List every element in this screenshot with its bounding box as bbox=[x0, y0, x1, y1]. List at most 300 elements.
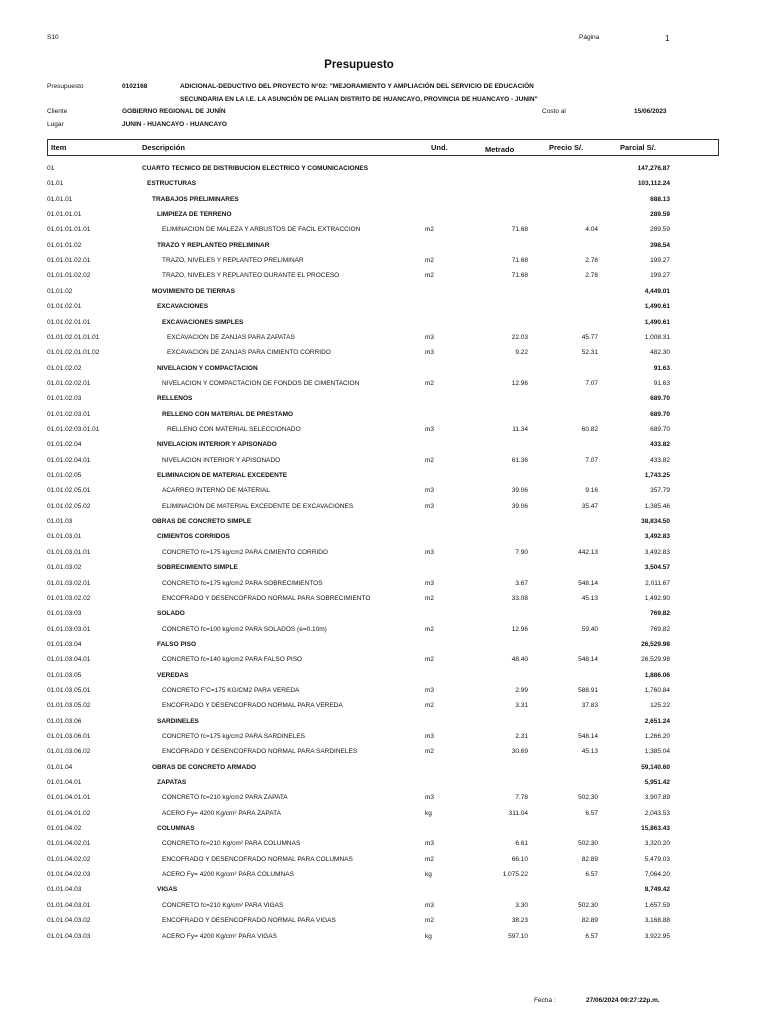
row-parcial: 1,385.04 bbox=[644, 748, 670, 756]
presupuesto-desc-line2: SECUNDARIA EN LA I.E. LA ASUNCIÓN DE PALIAN DISTRITO DE HUANCAYO, PROVINCIA DE HUANCAYO - JUNIN" bbox=[180, 96, 538, 103]
report-code: S10 bbox=[47, 34, 59, 41]
row-item-code: 01.01.03.06.01 bbox=[47, 732, 91, 740]
row-item-code: 01.01.02.02 bbox=[47, 364, 82, 372]
table-row bbox=[0, 257, 768, 271]
row-metrado: 22.03 bbox=[511, 333, 528, 341]
row-item-code: 01.01.03 bbox=[47, 518, 73, 525]
table-row bbox=[0, 764, 768, 778]
table-row bbox=[0, 165, 768, 179]
table-row bbox=[0, 272, 768, 286]
row-description: ENCOFRADO Y DESENCOFRADO NORMAL PARA VIGAS bbox=[162, 917, 336, 925]
row-parcial: 3,907.89 bbox=[644, 794, 670, 802]
row-item-code: 01.01.02.04 bbox=[47, 441, 82, 449]
row-item-code: 01.01.01.02 bbox=[47, 241, 82, 249]
table-row bbox=[0, 779, 768, 793]
row-unit: m2 bbox=[425, 917, 435, 925]
page-label: Página bbox=[579, 34, 600, 41]
row-description: ELIMINACION DE MATERIAL EXCEDENTE bbox=[157, 472, 288, 479]
col-descripcion: Descripción bbox=[142, 143, 185, 152]
table-row bbox=[0, 656, 768, 670]
row-description: ELIMINACION DE MATERIAL EXCEDENTE DE EXCAVACIONES bbox=[162, 502, 354, 510]
row-parcial: 3,168.88 bbox=[644, 917, 670, 925]
row-description: EXCAVACIONES bbox=[157, 303, 209, 311]
row-description: CONCRETO fc=140 kg/cm2 PARA FALSO PISO bbox=[162, 656, 303, 664]
row-item-code: 01.01.01.02.02 bbox=[47, 272, 91, 280]
table-row bbox=[0, 180, 768, 194]
table-row bbox=[0, 472, 768, 486]
table-row bbox=[0, 349, 768, 363]
row-unit: m2 bbox=[425, 594, 435, 602]
row-metrado: 7.78 bbox=[515, 794, 528, 802]
table-row bbox=[0, 487, 768, 501]
row-description: ACERO Fy= 4200 Kg/cm² PARA VIGAS bbox=[162, 932, 277, 940]
row-parcial: 8,749.42 bbox=[644, 886, 670, 894]
row-unit: m2 bbox=[425, 656, 435, 664]
table-row bbox=[0, 840, 768, 854]
row-item-code: 01.01.01 bbox=[47, 195, 73, 203]
table-row bbox=[0, 610, 768, 624]
row-description: LIMPIEZA DE TERRENO bbox=[157, 211, 232, 219]
row-item-code: 01.01.01.01.01 bbox=[47, 226, 91, 234]
row-item-code: 01.01.04.01.02 bbox=[47, 809, 91, 817]
row-metrado: 2.31 bbox=[515, 732, 528, 740]
row-item-code: 01.01.04.02.02 bbox=[47, 855, 91, 863]
row-item-code: 01.01.03.06.02 bbox=[47, 748, 91, 756]
table-row bbox=[0, 886, 768, 900]
cliente-value: GOBIERNO REGIONAL DE JUNÍN bbox=[122, 108, 226, 115]
col-metrado: Metrado bbox=[485, 145, 515, 154]
row-parcial: 1,492.90 bbox=[644, 594, 670, 602]
table-row bbox=[0, 503, 768, 517]
row-parcial: 357.79 bbox=[650, 487, 670, 495]
row-parcial: 103,112.24 bbox=[637, 180, 670, 188]
row-unit: m3 bbox=[425, 425, 435, 433]
row-parcial: 3,492.83 bbox=[644, 533, 670, 541]
row-metrado: 71.68 bbox=[511, 257, 528, 265]
row-item-code: 01.01.03.06 bbox=[47, 717, 82, 725]
row-precio: 6.57 bbox=[585, 809, 598, 817]
table-row bbox=[0, 733, 768, 747]
row-unit: m3 bbox=[425, 840, 435, 848]
row-item-code: 01.01.03.03 bbox=[47, 610, 82, 618]
row-parcial: 3,504.57 bbox=[644, 564, 670, 572]
row-parcial: 91.63 bbox=[653, 379, 670, 387]
row-item-code: 01.01.02.01.01.02 bbox=[47, 349, 100, 357]
costo-date: 15/06/2023 bbox=[634, 108, 667, 115]
row-description: OBRAS DE CONCRETO SIMPLE bbox=[152, 518, 252, 525]
row-unit: m2 bbox=[425, 702, 435, 710]
row-metrado: 48.40 bbox=[511, 656, 528, 664]
row-item-code: 01.01.03.05.02 bbox=[47, 702, 91, 710]
row-parcial: 199.27 bbox=[650, 257, 670, 265]
table-row bbox=[0, 748, 768, 762]
row-description: ACERO Fy= 4200 Kg/cm² PARA COLUMNAS bbox=[162, 871, 294, 879]
row-description: ELIMINACION DE MALEZA Y ARBUSTOS DE FACIL EXTRACCION bbox=[162, 226, 361, 234]
row-description: CONCRETO F'C=175 KG/CM2 PARA VEREDA bbox=[162, 686, 300, 694]
row-item-code: 01.01.03.04 bbox=[47, 640, 82, 648]
table-row bbox=[0, 426, 768, 440]
row-description: TRAZO, NIVELES Y REPLANTEO DURANTE EL PROCESO bbox=[162, 272, 340, 280]
table-row bbox=[0, 810, 768, 824]
row-precio: 60.82 bbox=[581, 425, 598, 433]
table-row bbox=[0, 856, 768, 870]
row-precio: 2.78 bbox=[585, 257, 598, 265]
row-description: CONCRETO fc=175 kg/cm2 PARA SOBRECIMIENTOS bbox=[162, 579, 323, 587]
table-row bbox=[0, 825, 768, 839]
table-row bbox=[0, 334, 768, 348]
row-parcial: 3,492.83 bbox=[644, 548, 670, 556]
row-description: RELLENOS bbox=[157, 395, 193, 403]
row-item-code: 01.01.02.05.02 bbox=[47, 502, 91, 510]
table-row bbox=[0, 917, 768, 931]
fecha-label: Fecha : bbox=[534, 997, 556, 1004]
row-metrado: 3.67 bbox=[515, 579, 528, 587]
row-item-code: 01.01.02.01.01.01 bbox=[47, 333, 100, 341]
row-item-code: 01.01.02.04.01 bbox=[47, 456, 91, 464]
costo-label: Costo al bbox=[542, 108, 566, 115]
row-metrado: 71.68 bbox=[511, 226, 528, 234]
row-item-code: 01.01 bbox=[47, 180, 64, 188]
row-parcial: 769.82 bbox=[650, 610, 670, 618]
row-precio: 45.13 bbox=[581, 594, 598, 602]
row-precio: 548.14 bbox=[578, 579, 598, 587]
row-description: COLUMNAS bbox=[157, 825, 195, 832]
table-row bbox=[0, 871, 768, 885]
row-precio: 6.57 bbox=[585, 871, 598, 879]
table-row bbox=[0, 196, 768, 210]
row-description: NIVELACION INTERIOR Y APISONADO bbox=[157, 441, 277, 449]
row-unit: m2 bbox=[425, 379, 435, 387]
row-parcial: 1,385.46 bbox=[644, 502, 670, 510]
row-description: CIMIENTOS CORRIDOS bbox=[157, 533, 230, 541]
document-title: Presupuesto bbox=[324, 59, 394, 71]
table-row bbox=[0, 595, 768, 609]
row-description: RELLENO CON MATERIAL SELECCIONADO bbox=[167, 425, 301, 433]
row-description: OBRAS DE CONCRETO ARMADO bbox=[152, 763, 257, 771]
table-row bbox=[0, 687, 768, 701]
row-description: ENCOFRADO Y DESENCOFRADO NORMAL PARA COLUMNAS bbox=[162, 855, 353, 863]
row-description: ENCOFRADO Y DESENCOFRADO NORMAL PARA SARDINELES bbox=[162, 748, 358, 756]
col-item: Item bbox=[51, 143, 67, 152]
row-item-code: 01.01.02 bbox=[47, 287, 73, 295]
row-parcial: 2,651.24 bbox=[644, 717, 670, 725]
row-precio: 9.16 bbox=[585, 487, 598, 495]
row-item-code: 01.01.04.01.01 bbox=[47, 794, 91, 802]
row-item-code: 01.01.03.01.01 bbox=[47, 548, 91, 556]
table-row bbox=[0, 564, 768, 578]
row-metrado: 11.34 bbox=[512, 425, 528, 433]
row-description: SOLADO bbox=[157, 610, 185, 618]
row-unit: kg bbox=[425, 871, 432, 879]
row-parcial: 26,529.98 bbox=[641, 656, 670, 664]
row-metrado: 66.10 bbox=[511, 855, 528, 863]
row-description: VIGAS bbox=[157, 886, 178, 894]
row-description: CONCRETO fc=210 kg/cm2 PARA ZAPATA bbox=[162, 794, 288, 802]
row-item-code: 01.01.02.01 bbox=[47, 303, 82, 311]
row-unit: m3 bbox=[425, 502, 435, 510]
cliente-label: Cliente bbox=[47, 108, 68, 115]
row-description: TRABAJOS PRELIMINARES bbox=[152, 195, 239, 203]
row-unit: kg bbox=[425, 809, 432, 817]
row-item-code: 01.01.02.02.01 bbox=[47, 379, 91, 387]
row-precio: 4.04 bbox=[585, 226, 598, 234]
row-unit: m3 bbox=[425, 579, 435, 587]
row-item-code: 01.01.02.03.01.01 bbox=[47, 425, 100, 433]
row-item-code: 01.01.04.02.03 bbox=[47, 871, 91, 879]
row-description: EXCAVACION DE ZANJAS PARA ZAPATAS bbox=[167, 333, 295, 341]
row-description: ESTRUCTURAS bbox=[147, 180, 197, 188]
row-parcial: 1,490.61 bbox=[644, 318, 670, 326]
table-row bbox=[0, 365, 768, 379]
table-row bbox=[0, 533, 768, 547]
table-row bbox=[0, 242, 768, 256]
row-unit: m3 bbox=[425, 333, 435, 341]
row-parcial: 433.82 bbox=[650, 456, 670, 464]
col-precio: Precio S/. bbox=[549, 143, 584, 152]
row-metrado: 1,075.22 bbox=[502, 871, 528, 879]
row-parcial: 688.13 bbox=[650, 195, 670, 203]
row-parcial: 482.30 bbox=[650, 349, 670, 357]
presupuesto-desc-line1: ADICIONAL-DEDUCTIVO DEL PROYECTO N°02: "MEJORAMIENTO Y AMPLIACIÓN DEL SERVICIO DE EDUCACIÓN bbox=[180, 83, 534, 90]
row-parcial: 3,922.95 bbox=[644, 932, 670, 940]
col-parcial: Parcial S/. bbox=[620, 143, 656, 152]
row-unit: m3 bbox=[425, 349, 435, 357]
row-parcial: 38,834.50 bbox=[641, 518, 670, 525]
row-metrado: 2.99 bbox=[515, 686, 528, 694]
row-item-code: 01.01.02.03.01 bbox=[47, 410, 91, 418]
row-description: CONCRETO fc=100 kg/cm2 PARA SOLADOS (e=0.10m) bbox=[162, 625, 327, 633]
row-item-code: 01.01.03.05 bbox=[47, 671, 82, 679]
row-description: EXCAVACIONES SIMPLES bbox=[162, 318, 244, 326]
row-parcial: 689.70 bbox=[650, 410, 670, 418]
row-description: NIVELACION Y COMPACTACION bbox=[157, 364, 258, 372]
row-description: EXCAVACION DE ZANJAS PARA CIMIENTO CORRIDO bbox=[167, 349, 331, 357]
row-description: VEREDAS bbox=[157, 671, 189, 679]
table-row bbox=[0, 380, 768, 394]
row-item-code: 01.01.03.02.01 bbox=[47, 579, 91, 587]
row-precio: 442.13 bbox=[578, 548, 598, 556]
row-parcial: 1,490.61 bbox=[644, 303, 670, 311]
row-parcial: 398.54 bbox=[650, 241, 670, 249]
row-precio: 45.77 bbox=[581, 333, 598, 341]
row-item-code: 01.01.03.02.02 bbox=[47, 594, 91, 602]
row-description: ACERO Fy= 4200 Kg/cm² PARA ZAPATA bbox=[162, 809, 281, 817]
row-description: NIVELACION Y COMPACTACION DE FONDOS DE CIMENTACION bbox=[162, 379, 360, 387]
row-parcial: 1,760.84 bbox=[644, 686, 670, 694]
row-precio: 502.30 bbox=[578, 840, 598, 848]
row-description: TRAZO Y REPLANTEO PRELIMINAR bbox=[157, 241, 270, 249]
row-parcial: 433.82 bbox=[650, 441, 670, 449]
table-row bbox=[0, 211, 768, 225]
row-unit: m2 bbox=[425, 272, 435, 280]
row-description: ZAPATAS bbox=[157, 779, 187, 786]
row-metrado: 597.10 bbox=[508, 932, 528, 940]
row-parcial: 2,011.67 bbox=[645, 579, 670, 587]
row-metrado: 39.06 bbox=[511, 487, 528, 495]
row-description: TRAZO, NIVELES Y REPLANTEO PRELIMINAR bbox=[162, 257, 304, 265]
row-parcial: 125.22 bbox=[650, 702, 670, 710]
table-row bbox=[0, 226, 768, 240]
row-item-code: 01.01.03.01 bbox=[47, 533, 82, 541]
table-row bbox=[0, 395, 768, 409]
page-number: 1 bbox=[665, 34, 670, 43]
row-precio: 45.13 bbox=[581, 748, 598, 756]
row-metrado: 3.31 bbox=[515, 702, 528, 710]
row-unit: m2 bbox=[425, 226, 435, 234]
row-parcial: 59,140.60 bbox=[641, 763, 670, 771]
row-description: MOVIMIENTO DE TIERRAS bbox=[152, 287, 235, 295]
row-metrado: 12.96 bbox=[511, 625, 528, 633]
row-precio: 548.14 bbox=[578, 656, 598, 664]
row-description: RELLENO CON MATERIAL DE PRESTAMO bbox=[162, 410, 294, 418]
row-item-code: 01.01.03.05.01 bbox=[47, 686, 91, 694]
row-description: CUARTO TECNICO DE DISTRIBUCION ELECTRICO Y COMUNICACIONES bbox=[142, 165, 369, 172]
table-row bbox=[0, 441, 768, 455]
row-precio: 2.78 bbox=[585, 272, 598, 280]
row-description: NIVELACION INTERIOR Y APISONADO bbox=[162, 456, 281, 464]
table-row bbox=[0, 702, 768, 716]
row-parcial: 2,043.53 bbox=[644, 809, 670, 817]
table-row bbox=[0, 641, 768, 655]
row-parcial: 289.59 bbox=[650, 211, 670, 219]
row-metrado: 71.68 bbox=[511, 272, 528, 280]
table-row bbox=[0, 288, 768, 302]
row-parcial: 289.59 bbox=[650, 226, 670, 234]
row-metrado: 12.96 bbox=[511, 379, 528, 387]
row-parcial: 199.27 bbox=[650, 272, 670, 280]
row-description: SOBRECIMIENTO SIMPLE bbox=[157, 564, 238, 572]
row-item-code: 01.01.02.05 bbox=[47, 472, 82, 479]
row-parcial: 1,008.31 bbox=[644, 333, 670, 341]
row-unit: m3 bbox=[425, 732, 435, 740]
row-parcial: 1,743.25 bbox=[644, 472, 670, 479]
row-description: CONCRETO fc=175 kg/cm2 PARA SARDINELES bbox=[162, 732, 305, 740]
row-unit: m3 bbox=[425, 548, 435, 556]
row-description: CONCRETO fc=175 kg/cm2 PARA CIMIENTO CORRIDO bbox=[162, 548, 328, 556]
row-metrado: 39.06 bbox=[511, 502, 528, 510]
row-unit: m2 bbox=[425, 456, 435, 464]
row-item-code: 01.01.01.02.01 bbox=[47, 257, 91, 265]
row-metrado: 33.08 bbox=[511, 594, 528, 602]
table-row bbox=[0, 580, 768, 594]
row-precio: 82.89 bbox=[581, 855, 598, 863]
table-row bbox=[0, 794, 768, 808]
row-precio: 502.30 bbox=[578, 794, 598, 802]
row-metrado: 311.04 bbox=[508, 809, 528, 817]
row-parcial: 1,266.20 bbox=[644, 732, 670, 740]
table-row bbox=[0, 718, 768, 732]
row-parcial: 15,863.43 bbox=[641, 825, 670, 832]
row-metrado: 30.69 bbox=[511, 748, 528, 756]
row-unit: m2 bbox=[425, 625, 435, 633]
row-precio: 7.07 bbox=[585, 379, 598, 387]
row-precio: 82.89 bbox=[581, 917, 598, 925]
row-parcial: 3,320.20 bbox=[644, 840, 670, 848]
row-parcial: 147,276.87 bbox=[637, 165, 670, 172]
row-metrado: 38.23 bbox=[511, 917, 528, 925]
row-item-code: 01.01.04.03 bbox=[47, 886, 82, 894]
row-parcial: 689.70 bbox=[650, 395, 670, 403]
row-item-code: 01.01.04.02 bbox=[47, 825, 82, 832]
row-unit: m3 bbox=[425, 686, 435, 694]
lugar-label: Lugar bbox=[47, 121, 64, 128]
row-unit: m2 bbox=[425, 855, 435, 863]
row-item-code: 01 bbox=[47, 165, 55, 172]
row-parcial: 91.63 bbox=[653, 364, 670, 372]
fecha-value: 27/06/2024 09:27:22p.m. bbox=[586, 997, 660, 1004]
row-unit: m3 bbox=[425, 487, 435, 495]
row-unit: m3 bbox=[425, 901, 435, 909]
row-item-code: 01.01.04.03.03 bbox=[47, 932, 91, 940]
row-description: CONCRETO fc=210 Kg/cm² PARA VIGAS bbox=[162, 901, 284, 909]
row-precio: 35.47 bbox=[581, 502, 598, 510]
table-header bbox=[47, 139, 719, 156]
table-row bbox=[0, 319, 768, 333]
row-precio: 502.30 bbox=[578, 901, 598, 909]
row-precio: 52.31 bbox=[581, 349, 598, 357]
row-item-code: 01.01.02.05.01 bbox=[47, 487, 91, 495]
row-precio: 588.91 bbox=[578, 686, 598, 694]
table-row bbox=[0, 672, 768, 686]
row-item-code: 01.01.04.03.02 bbox=[47, 917, 91, 925]
row-metrado: 3.30 bbox=[515, 901, 528, 909]
row-parcial: 26,529.98 bbox=[641, 640, 670, 648]
table-row bbox=[0, 933, 768, 947]
row-description: ENCOFRADO Y DESENCOFRADO NORMAL PARA SOBRECIMIENTO bbox=[162, 594, 371, 602]
row-metrado: 6.61 bbox=[515, 840, 528, 848]
row-parcial: 4,449.01 bbox=[644, 287, 670, 295]
presupuesto-label: Presupuesto bbox=[47, 83, 84, 90]
row-unit: m2 bbox=[425, 257, 435, 265]
row-precio: 7.07 bbox=[585, 456, 598, 464]
col-und: Und. bbox=[431, 143, 448, 152]
row-precio: 59.40 bbox=[581, 625, 598, 633]
row-unit: m3 bbox=[425, 794, 435, 802]
row-parcial: 1,886.06 bbox=[644, 671, 670, 679]
row-item-code: 01.01.04.03.01 bbox=[47, 901, 91, 909]
row-precio: 37.83 bbox=[581, 702, 598, 710]
row-item-code: 01.01.04 bbox=[47, 763, 73, 771]
row-item-code: 01.01.03.04.01 bbox=[47, 656, 91, 664]
row-description: CONCRETO fc=210 Kg/cm² PARA COLUMNAS bbox=[162, 840, 301, 848]
row-description: ACARREO INTERNO DE MATERIAL bbox=[162, 487, 270, 495]
row-unit: m2 bbox=[425, 748, 435, 756]
row-parcial: 5,479.03 bbox=[644, 855, 670, 863]
row-metrado: 7.90 bbox=[515, 548, 528, 556]
row-parcial: 7,064.20 bbox=[644, 871, 670, 879]
presupuesto-code: 0102168 bbox=[122, 83, 148, 90]
row-parcial: 5,951.42 bbox=[644, 779, 670, 786]
row-item-code: 01.01.04.02.01 bbox=[47, 840, 91, 848]
row-item-code: 01.01.01.01 bbox=[47, 211, 82, 219]
row-item-code: 01.01.02.01.01 bbox=[47, 318, 91, 326]
row-parcial: 689.70 bbox=[650, 425, 670, 433]
table-row bbox=[0, 518, 768, 532]
row-item-code: 01.01.03.03.01 bbox=[47, 625, 91, 633]
table-row bbox=[0, 457, 768, 471]
table-row bbox=[0, 411, 768, 425]
row-parcial: 1,657.59 bbox=[644, 901, 670, 909]
row-metrado: 9.22 bbox=[515, 349, 528, 357]
row-metrado: 61.36 bbox=[511, 456, 528, 464]
row-description: FALSO PISO bbox=[157, 640, 197, 648]
row-precio: 548.14 bbox=[578, 732, 598, 740]
row-description: ENCOFRADO Y DESENCOFRADO NORMAL PARA VEREDA bbox=[162, 702, 343, 710]
lugar-value: JUNIN - HUANCAYO - HUANCAYO bbox=[122, 121, 227, 128]
row-parcial: 769.82 bbox=[650, 625, 670, 633]
row-precio: 6.57 bbox=[585, 932, 598, 940]
row-unit: kg bbox=[425, 932, 432, 940]
